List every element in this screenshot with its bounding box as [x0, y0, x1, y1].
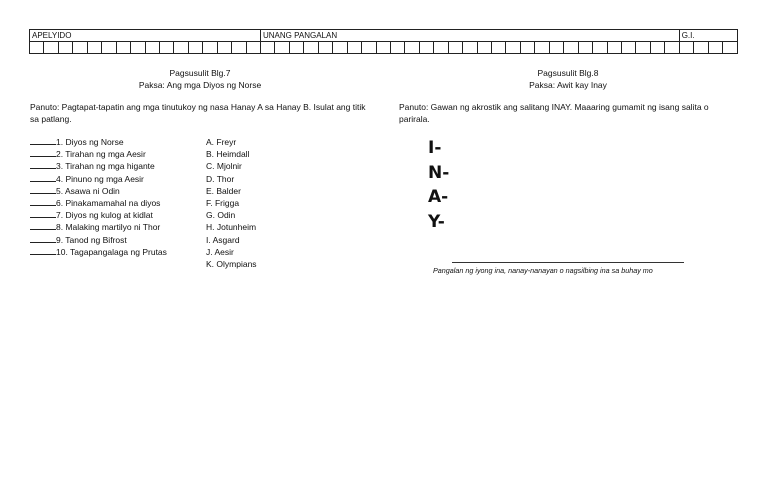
name-letter-box[interactable] — [650, 42, 664, 54]
quiz7-item-text: 6. Pinakamamahal na diyos — [56, 198, 161, 209]
answer-blank[interactable] — [30, 136, 56, 145]
quiz7-choice: K. Olympians — [206, 259, 257, 270]
name-letter-box[interactable] — [506, 42, 520, 54]
quiz7-item-text: 1. Diyos ng Norse — [56, 137, 124, 147]
quiz7-choice: F. Frigga — [206, 198, 240, 209]
quiz7-item — [30, 136, 167, 148]
acrostic-column — [428, 136, 449, 234]
name-letter-box[interactable] — [564, 42, 578, 54]
name-letter-box[interactable] — [636, 42, 650, 54]
name-letter-box[interactable] — [578, 42, 592, 54]
answer-blank[interactable] — [30, 160, 56, 169]
quiz8-topic: Paksa: Awit kay Inay — [529, 80, 607, 90]
quiz7-choice: C. Mjolnir — [206, 161, 242, 172]
name-letter-box[interactable] — [318, 42, 332, 54]
name-letter-box[interactable] — [232, 42, 246, 54]
name-letter-box[interactable] — [593, 42, 607, 54]
name-letter-box[interactable] — [102, 42, 116, 54]
name-letter-box[interactable] — [333, 42, 347, 54]
quiz7-item-text: 9. Tanod ng Bifrost — [56, 234, 127, 245]
quiz7-item — [30, 148, 167, 160]
name-letter-box[interactable] — [535, 42, 549, 54]
quiz7-item — [30, 234, 167, 246]
name-letter-box[interactable] — [159, 42, 173, 54]
quiz7-choice: A. Freyr — [206, 137, 237, 147]
name-letter-box[interactable] — [275, 42, 289, 54]
answer-blank[interactable] — [30, 148, 56, 157]
name-letter-box[interactable] — [246, 42, 260, 54]
name-letter-box[interactable] — [419, 42, 433, 54]
quiz7-choice: I. Asgard — [206, 234, 240, 245]
answer-blank[interactable] — [30, 173, 56, 182]
quiz7-item-text: 3. Tirahan ng mga higante — [56, 161, 155, 172]
name-letter-box[interactable] — [58, 42, 72, 54]
quiz7-item-text: 10. Tagapangalaga ng Prutas — [56, 246, 167, 257]
name-letter-box[interactable] — [463, 42, 477, 54]
quiz7-instructions: Panuto: Pagtapat-tapatin ang mga tinutukoy ng nasa Hanay A sa Hanay B. Isulat ang titik sa patlang. — [30, 102, 366, 124]
name-letter-box[interactable] — [694, 42, 708, 54]
name-letter-box[interactable] — [405, 42, 419, 54]
student-info-table — [29, 29, 738, 54]
name-letter-box[interactable] — [217, 42, 231, 54]
acrostic-letter: I- — [428, 138, 442, 158]
name-letter-box[interactable] — [665, 42, 679, 54]
name-letter-box[interactable] — [477, 42, 491, 54]
quiz7-choice: H. Jotunheim — [206, 222, 257, 233]
name-letter-box[interactable] — [679, 42, 693, 54]
quiz7-choice: B. Heimdall — [206, 149, 250, 160]
quiz7-choices-column — [206, 136, 257, 270]
name-box-row[interactable] — [30, 42, 738, 54]
name-letter-box[interactable] — [116, 42, 130, 54]
name-letter-box[interactable] — [174, 42, 188, 54]
quiz7-item — [30, 221, 167, 233]
quiz7-item — [30, 209, 167, 221]
name-letter-box[interactable] — [261, 42, 275, 54]
signature-caption: Pangalan ng iyong ina, nanay-nanayan o nagsilbing ina sa buhay mo — [433, 266, 653, 275]
quiz7-item — [30, 246, 167, 258]
name-letter-box[interactable] — [44, 42, 58, 54]
first-name-label: UNANG PANGALAN — [261, 30, 680, 42]
quiz7-items-column — [30, 136, 167, 258]
quiz7-choice: E. Balder — [206, 185, 241, 196]
quiz7-item-text: 5. Asawa ni Odin — [56, 185, 120, 196]
signature-line[interactable] — [452, 262, 684, 263]
name-letter-box[interactable] — [492, 42, 506, 54]
quiz7-item — [30, 197, 167, 209]
quiz8-instructions: Panuto: Gawan ng akrostik ang salitang INAY. Maaaring gumamit ng isang salita o parirala. — [399, 102, 709, 124]
quiz7-item-text: 2. Tirahan ng mga Aesir — [56, 149, 146, 160]
name-letter-box[interactable] — [708, 42, 722, 54]
name-letter-box[interactable] — [30, 42, 44, 54]
name-letter-box[interactable] — [607, 42, 621, 54]
answer-blank[interactable] — [30, 197, 56, 206]
name-letter-box[interactable] — [131, 42, 145, 54]
name-letter-box[interactable] — [390, 42, 404, 54]
quiz7-topic: Paksa: Ang mga Diyos ng Norse — [138, 80, 262, 90]
quiz7-item-text: 4. Pinuno ng mga Aesir — [56, 173, 144, 184]
quiz7-item — [30, 173, 167, 185]
name-letter-box[interactable] — [549, 42, 563, 54]
answer-blank[interactable] — [30, 234, 56, 243]
quiz7-title: Pagsusulit Blg.7 — [169, 68, 231, 78]
name-letter-box[interactable] — [621, 42, 635, 54]
acrostic-letter: A- — [428, 187, 449, 207]
name-letter-box[interactable] — [347, 42, 361, 54]
answer-blank[interactable] — [30, 185, 56, 194]
name-letter-box[interactable] — [289, 42, 303, 54]
quiz7-item-text: 7. Diyos ng kulog at kidlat — [56, 210, 153, 221]
quiz7-choice: G. Odin — [206, 210, 236, 221]
quiz7-choice: J. Aesir — [206, 246, 234, 257]
acrostic-letter: N- — [428, 162, 450, 183]
quiz7-header — [80, 67, 320, 91]
name-letter-box[interactable] — [145, 42, 159, 54]
answer-blank[interactable] — [30, 221, 56, 230]
name-letter-box[interactable] — [73, 42, 87, 54]
label-row — [30, 30, 738, 42]
quiz7-choice: D. Thor — [206, 173, 235, 184]
quiz8-header — [448, 67, 688, 91]
name-letter-box[interactable] — [304, 42, 318, 54]
quiz7-item-text: 8. Malaking martilyo ni Thor — [56, 222, 161, 233]
quiz8-title: Pagsusulit Blg.8 — [537, 68, 599, 78]
surname-label: APELYIDO — [30, 30, 261, 42]
acrostic-letter: Y- — [428, 211, 445, 232]
name-letter-box[interactable] — [188, 42, 202, 54]
name-letter-box[interactable] — [434, 42, 448, 54]
name-letter-box[interactable] — [376, 42, 390, 54]
name-letter-box[interactable] — [520, 42, 534, 54]
answer-blank[interactable] — [30, 246, 56, 255]
quiz7-item — [30, 160, 167, 172]
quiz7-item — [30, 185, 167, 197]
name-letter-box[interactable] — [723, 42, 738, 54]
initial-label: G.I. — [679, 30, 737, 42]
name-letter-box[interactable] — [362, 42, 376, 54]
name-letter-box[interactable] — [448, 42, 462, 54]
name-letter-box[interactable] — [87, 42, 101, 54]
name-letter-box[interactable] — [203, 42, 217, 54]
answer-blank[interactable] — [30, 209, 56, 218]
